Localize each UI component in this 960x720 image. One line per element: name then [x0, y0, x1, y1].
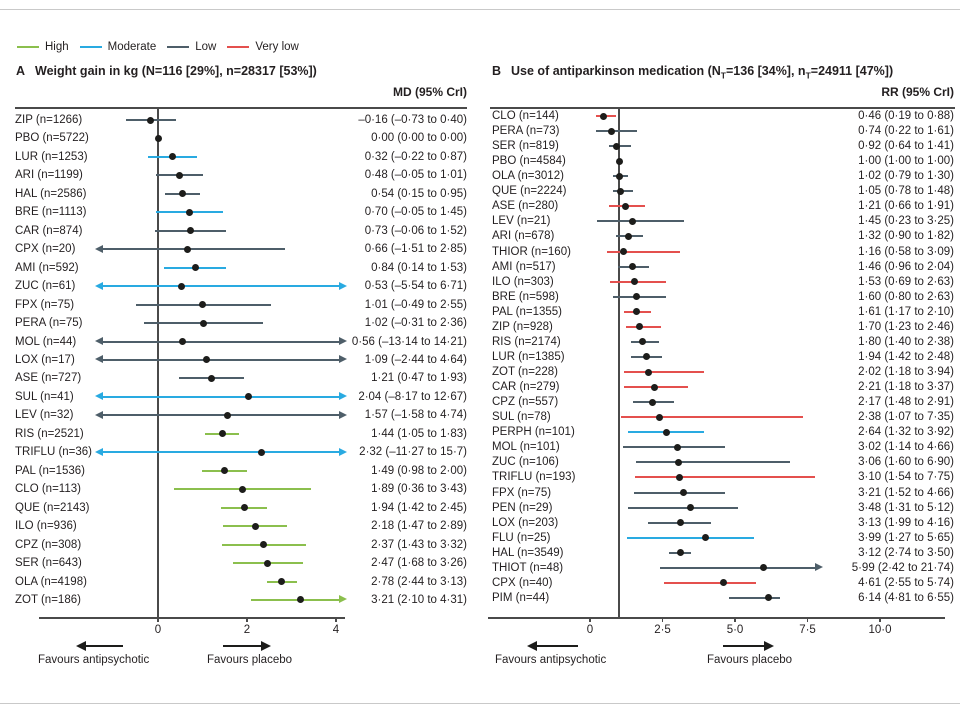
- forest-row-value: 0·48 (–0·05 to 1·01): [364, 169, 467, 182]
- legend-label: Very low: [255, 41, 299, 53]
- forest-point: [155, 135, 162, 142]
- forest-row-value: 3·99 (1·27 to 5·65): [858, 531, 954, 544]
- ci-left-arrowhead-icon: [95, 355, 103, 363]
- forest-point: [224, 412, 231, 419]
- forest-point: [677, 549, 684, 556]
- forest-row-value: 1·01 (–0·49 to 2·55): [364, 298, 467, 311]
- forest-row-label: ARI (n=1199): [15, 169, 83, 182]
- forest-point: [633, 308, 640, 315]
- left-arrowhead-icon: [76, 641, 86, 651]
- forest-point: [241, 504, 248, 511]
- forest-row-label: PIM (n=44): [492, 591, 550, 604]
- forest-row-value: 5·99 (2·42 to 21·74): [851, 561, 954, 574]
- forest-point: [617, 188, 624, 195]
- forest-point: [629, 218, 636, 225]
- forest-row-label: ZUC (n=61): [15, 280, 76, 293]
- forest-point: [176, 172, 183, 179]
- panel-a-favours-left-arrow: [86, 645, 123, 647]
- legend-label: Moderate: [107, 41, 157, 53]
- forest-row-value: 1·57 (–1·58 to 4·74): [364, 409, 467, 422]
- forest-row-label: QUE (n=2143): [15, 501, 90, 514]
- forest-point: [643, 353, 650, 360]
- ci-right-arrowhead-icon: [339, 448, 347, 456]
- forest-row-value: 2·18 (1·47 to 2·89): [371, 520, 467, 533]
- forest-row-label: FLU (n=25): [492, 531, 551, 544]
- axis-line: [39, 617, 345, 619]
- forest-row-label: OLA (n=4198): [15, 575, 87, 588]
- forest-row-value: 3·21 (1·52 to 4·66): [858, 486, 954, 499]
- axis-tick-label: 10·0: [868, 624, 892, 636]
- forest-row-label: MOL (n=101): [492, 441, 560, 454]
- forest-row-value: 2·32 (–11·27 to 15·7): [359, 446, 467, 459]
- forest-row-value: 1·60 (0·80 to 2·63): [858, 290, 954, 303]
- forest-row-label: AMI (n=592): [15, 261, 79, 274]
- forest-row-value: 1·49 (0·98 to 2·00): [371, 464, 467, 477]
- forest-row-label: PBO (n=5722): [15, 132, 89, 145]
- forest-point: [674, 444, 681, 451]
- ci-right-arrowhead-icon: [339, 355, 347, 363]
- forest-row-value: 1·61 (1·17 to 2·10): [858, 305, 954, 318]
- forest-ci-line: [627, 537, 754, 539]
- forest-row-label: CPZ (n=557): [492, 396, 559, 409]
- forest-point: [633, 293, 640, 300]
- ci-right-arrowhead-icon: [339, 282, 347, 290]
- forest-point: [687, 504, 694, 511]
- forest-row-label: PERPH (n=101): [492, 426, 575, 439]
- forest-row-value: 0·84 (0·14 to 1·53): [371, 261, 467, 274]
- forest-row-label: LOX (n=17): [15, 353, 75, 366]
- forest-ci-line: [660, 567, 815, 569]
- ci-right-arrowhead-icon: [339, 337, 347, 345]
- forest-point: [200, 320, 207, 327]
- forest-point: [675, 459, 682, 466]
- panel-a-effect-header: MD (95% CrI): [392, 85, 467, 99]
- ci-left-arrowhead-icon: [95, 392, 103, 400]
- forest-row-value: 3·48 (1·31 to 5·12): [858, 501, 954, 514]
- forest-row-label: LEV (n=21): [492, 215, 551, 228]
- forest-point: [629, 263, 636, 270]
- forest-row-value: 3·21 (2·10 to 4·31): [371, 593, 467, 606]
- axis-tick: [662, 617, 664, 622]
- forest-row-value: 1·32 (0·90 to 1·82): [858, 230, 954, 243]
- forest-row-value: 1·02 (0·79 to 1·30): [858, 170, 954, 183]
- panel-b-title-part3: =24911 [47%]): [810, 64, 894, 78]
- forest-row-label: BRE (n=598): [492, 290, 559, 303]
- forest-point: [208, 375, 215, 382]
- forest-row-value: 2·38 (1·07 to 7·35): [858, 411, 954, 424]
- forest-row-label: PAL (n=1355): [492, 305, 563, 318]
- forest-row-value: 0·32 (–0·22 to 0·87): [364, 150, 467, 163]
- forest-ci-line: [628, 507, 738, 509]
- forest-row-value: 0·92 (0·64 to 1·41): [858, 140, 954, 153]
- panel-top-rule: [15, 107, 467, 109]
- axis-tick: [246, 617, 248, 622]
- forest-point: [186, 209, 193, 216]
- forest-row-value: 1·02 (–0·31 to 2·36): [364, 317, 467, 330]
- forest-row-label: ASE (n=727): [15, 372, 82, 385]
- forest-row-label: HAL (n=2586): [15, 187, 87, 200]
- forest-row-value: 0·54 (0·15 to 0·95): [371, 187, 467, 200]
- forest-point: [663, 429, 670, 436]
- axis-tick: [734, 617, 736, 622]
- forest-row-label: ZUC (n=106): [492, 456, 559, 469]
- forest-row-value: 0·53 (–5·54 to 6·71): [364, 280, 467, 293]
- forest-row-value: –0·16 (–0·73 to 0·40): [358, 114, 467, 126]
- forest-row-label: HAL (n=3549): [492, 546, 564, 559]
- forest-row-value: 3·12 (2·74 to 3·50): [858, 546, 954, 559]
- forest-row-label: PBO (n=4584): [492, 155, 566, 168]
- ci-left-arrowhead-icon: [95, 245, 103, 253]
- forest-row-value: 1·80 (1·40 to 2·38): [858, 335, 954, 348]
- axis-tick-label: 4: [332, 624, 340, 636]
- forest-ci-line: [664, 582, 757, 584]
- forest-point: [676, 474, 683, 481]
- axis-tick-label: 5·0: [726, 624, 744, 636]
- forest-point: [631, 278, 638, 285]
- forest-row-label: FPX (n=75): [492, 486, 552, 499]
- ci-left-arrowhead-icon: [95, 282, 103, 290]
- forest-row-label: PERA (n=75): [15, 317, 83, 330]
- forest-row-label: TRIFLU (n=36): [15, 446, 93, 459]
- forest-row-value: 1·46 (0·96 to 2·04): [858, 260, 954, 273]
- forest-point: [616, 173, 623, 180]
- forest-point: [636, 323, 643, 330]
- forest-row-label: CLO (n=113): [15, 483, 81, 496]
- forest-ci-line: [103, 451, 339, 453]
- forest-ci-line: [626, 326, 662, 328]
- ci-right-arrowhead-icon: [339, 595, 347, 603]
- forest-point: [720, 579, 727, 586]
- forest-row-label: RIS (n=2174): [492, 335, 561, 348]
- forest-point: [219, 430, 226, 437]
- forest-point: [613, 143, 620, 150]
- forest-row-label: ZIP (n=1266): [15, 114, 83, 126]
- forest-point: [702, 534, 709, 541]
- forest-row-label: CAR (n=874): [15, 224, 83, 237]
- forest-row-value: 3·10 (1·54 to 7·75): [858, 471, 954, 484]
- panel-a-favours-left-label: Favours antipsychotic: [38, 654, 150, 666]
- reference-line: [157, 107, 159, 617]
- forest-row-value: 0·73 (–0·06 to 1·52): [364, 224, 467, 237]
- forest-point: [645, 369, 652, 376]
- forest-point: [184, 246, 191, 253]
- forest-row-label: ZIP (n=928): [492, 320, 553, 333]
- panel-b-title-sub2: T: [805, 70, 811, 81]
- axis-tick-label: 2: [243, 624, 251, 636]
- forest-row-value: 1·09 (–2·44 to 4·64): [364, 353, 467, 366]
- panel-b-title-part1: Use of antiparkinson medication (N: [511, 64, 721, 78]
- forest-row-label: LOX (n=203): [492, 516, 559, 529]
- forest-point: [649, 399, 656, 406]
- forest-row-value: 0·66 (–1·51 to 2·85): [364, 243, 467, 256]
- forest-point: [297, 596, 304, 603]
- ci-left-arrowhead-icon: [95, 411, 103, 419]
- forest-point: [622, 203, 629, 210]
- forest-row-label: SUL (n=41): [15, 390, 74, 403]
- forest-row-label: ZOT (n=228): [492, 366, 558, 379]
- forest-point: [147, 117, 154, 124]
- axis-tick-label: 0: [154, 624, 162, 636]
- ci-left-arrowhead-icon: [95, 337, 103, 345]
- forest-point: [680, 489, 687, 496]
- forest-row-label: OLA (n=3012): [492, 170, 564, 183]
- forest-ci-line: [103, 359, 339, 361]
- panel-a-favours-right-arrow: [223, 645, 261, 647]
- forest-row-label: PERA (n=73): [492, 125, 560, 138]
- forest-row-value: 2·37 (1·43 to 3·32): [371, 538, 467, 551]
- forest-row-value: 1·44 (1·05 to 1·83): [371, 427, 467, 440]
- reference-line: [618, 107, 620, 617]
- panel-b-favours-right-arrow: [723, 645, 764, 647]
- forest-row-label: ZOT (n=186): [15, 593, 81, 606]
- forest-row-label: CPZ (n=308): [15, 538, 82, 551]
- forest-row-value: 2·78 (2·44 to 3·13): [371, 575, 467, 588]
- forest-ci-line: [610, 281, 666, 283]
- forest-ci-line: [729, 597, 779, 599]
- forest-row-value: 0·74 (0·22 to 1·61): [858, 125, 954, 138]
- forest-row-value: 1·89 (0·36 to 3·43): [371, 483, 467, 496]
- forest-point: [625, 233, 632, 240]
- forest-ci-line: [103, 414, 339, 416]
- forest-row-value: 1·16 (0·58 to 3·09): [858, 245, 954, 258]
- forest-row-value: 2·64 (1·32 to 3·92): [858, 426, 954, 439]
- forest-row-value: 1·45 (0·23 to 3·25): [858, 215, 954, 228]
- forest-point: [221, 467, 228, 474]
- forest-point: [199, 301, 206, 308]
- forest-row-label: CAR (n=279): [492, 381, 560, 394]
- forest-row-label: ILO (n=303): [492, 275, 554, 288]
- axis-tick-label: 7·5: [799, 624, 816, 636]
- forest-point: [616, 158, 623, 165]
- axis-line: [488, 617, 945, 619]
- forest-row-value: 1·05 (0·78 to 1·48): [858, 185, 954, 198]
- forest-point: [203, 356, 210, 363]
- forest-row-label: CLO (n=144): [492, 110, 559, 122]
- right-arrowhead-icon: [261, 641, 271, 651]
- panel-b-favours-left-label: Favours antipsychotic: [495, 654, 607, 666]
- forest-row-value: 0·56 (–13·14 to 14·21): [351, 335, 467, 348]
- forest-row-label: THIOR (n=160): [492, 245, 571, 258]
- forest-row-value: 0·00 (0·00 to 0·00): [371, 132, 467, 145]
- forest-point: [620, 248, 627, 255]
- axis-tick: [157, 617, 159, 622]
- axis-tick-label: 0: [586, 624, 594, 636]
- forest-ci-line: [103, 248, 285, 250]
- panel-b-title-sub1: T: [720, 70, 726, 81]
- forest-row-label: AMI (n=517): [492, 260, 556, 273]
- forest-point: [260, 541, 267, 548]
- forest-row-label: CPX (n=40): [492, 576, 553, 589]
- forest-ci-line: [621, 416, 803, 418]
- panel-b-favours-right-label: Favours placebo: [707, 654, 793, 666]
- forest-row-value: 2·47 (1·68 to 3·26): [371, 557, 467, 570]
- forest-row-label: LUR (n=1253): [15, 150, 88, 163]
- forest-row-value: 1·00 (1·00 to 1·00): [858, 155, 954, 168]
- forest-row-value: 2·02 (1·18 to 3·94): [858, 366, 954, 379]
- forest-point: [179, 338, 186, 345]
- forest-row-value: 0·70 (–0·05 to 1·45): [364, 206, 467, 219]
- forest-point: [239, 486, 246, 493]
- forest-point: [278, 578, 285, 585]
- axis-tick: [807, 617, 809, 622]
- forest-point: [760, 564, 767, 571]
- forest-row-value: 2·17 (1·48 to 2·91): [858, 396, 954, 409]
- forest-row-label: PEN (n=29): [492, 501, 553, 514]
- forest-row-label: ILO (n=936): [15, 520, 77, 533]
- forest-row-value: 3·06 (1·60 to 6·90): [858, 456, 954, 469]
- forest-row-value: 3·02 (1·14 to 4·66): [858, 441, 954, 454]
- forest-point: [608, 128, 615, 135]
- forest-row-value: 1·94 (1·42 to 2·48): [858, 350, 954, 363]
- forest-point: [258, 449, 265, 456]
- forest-row-value: 1·53 (0·69 to 2·63): [858, 275, 954, 288]
- forest-ci-line: [103, 285, 339, 287]
- forest-ci-line: [596, 130, 636, 132]
- forest-row-label: TRIFLU (n=193): [492, 471, 576, 484]
- forest-row-value: 1·21 (0·47 to 1·93): [371, 372, 467, 385]
- forest-ci-line: [103, 396, 339, 398]
- axis-tick: [879, 617, 881, 622]
- forest-row-label: BRE (n=1113): [15, 206, 87, 219]
- forest-row-label: ARI (n=678): [492, 230, 555, 243]
- forest-point: [252, 523, 259, 530]
- forest-row-value: 1·21 (0·66 to 1·91): [858, 200, 954, 213]
- legend-label: High: [45, 41, 69, 53]
- forest-row-label: THIOT (n=48): [492, 561, 564, 574]
- forest-row-value: 2·21 (1·18 to 3·37): [858, 381, 954, 394]
- forest-ci-line: [597, 220, 685, 222]
- forest-point: [639, 338, 646, 345]
- forest-row-label: MOL (n=44): [15, 335, 77, 348]
- axis-tick: [335, 617, 337, 622]
- forest-row-value: 6·14 (4·81 to 6·55): [858, 591, 954, 604]
- forest-row-label: LUR (n=1385): [492, 350, 565, 363]
- axis-tick: [589, 617, 591, 622]
- forest-point: [600, 113, 607, 120]
- forest-point: [651, 384, 658, 391]
- ci-right-arrowhead-icon: [339, 392, 347, 400]
- forest-point: [178, 283, 185, 290]
- panel-a-favours-right-label: Favours placebo: [207, 654, 293, 666]
- forest-row-value: 3·13 (1·99 to 4·16): [858, 516, 954, 529]
- forest-row-value: 4·61 (2·55 to 5·74): [858, 576, 954, 589]
- forest-point: [677, 519, 684, 526]
- forest-row-label: ASE (n=280): [492, 200, 559, 213]
- forest-row-label: CPX (n=20): [15, 243, 76, 256]
- panel-a-letter: A: [16, 64, 26, 78]
- ci-right-arrowhead-icon: [815, 563, 823, 571]
- forest-row-label: SER (n=643): [15, 557, 82, 570]
- forest-point: [245, 393, 252, 400]
- forest-point: [656, 414, 663, 421]
- forest-row-label: FPX (n=75): [15, 298, 75, 311]
- panel-b-title-part2: =136 [34%], n: [726, 64, 806, 78]
- forest-row-label: SUL (n=78): [492, 411, 551, 424]
- forest-ci-line: [103, 341, 339, 343]
- right-arrowhead-icon: [764, 641, 774, 651]
- forest-point: [264, 560, 271, 567]
- panel-b-effect-header: RR (95% CrI): [881, 85, 954, 99]
- legend-label: Low: [195, 41, 217, 53]
- panel-a-title-text: Weight gain in kg (N=116 [29%], n=28317 [53%]): [35, 64, 317, 78]
- forest-ci-line: [624, 371, 704, 373]
- forest-ci-line: [636, 461, 790, 463]
- forest-row-label: SER (n=819): [492, 140, 559, 153]
- forest-point: [169, 153, 176, 160]
- axis-tick-label: 2·5: [654, 624, 671, 636]
- forest-point: [765, 594, 772, 601]
- forest-row-label: PAL (n=1536): [15, 464, 86, 477]
- ci-right-arrowhead-icon: [339, 411, 347, 419]
- forest-row-label: LEV (n=32): [15, 409, 74, 422]
- left-arrowhead-icon: [527, 641, 537, 651]
- forest-row-value: 0·46 (0·19 to 0·88): [858, 110, 954, 122]
- forest-row-label: QUE (n=2224): [492, 185, 567, 198]
- forest-row-value: 1·94 (1·42 to 2·45): [371, 501, 467, 514]
- forest-point: [187, 227, 194, 234]
- forest-point: [192, 264, 199, 271]
- panel-b-favours-left-arrow: [537, 645, 578, 647]
- panel-b-letter: B: [492, 64, 502, 78]
- forest-ci-line: [635, 476, 815, 478]
- forest-row-label: RIS (n=2521): [15, 427, 84, 440]
- forest-ci-line: [251, 599, 339, 601]
- forest-row-value: 1·70 (1·23 to 2·46): [858, 320, 954, 333]
- ci-left-arrowhead-icon: [95, 448, 103, 456]
- forest-point: [179, 190, 186, 197]
- forest-row-value: 2·04 (–8·17 to 12·67): [358, 390, 467, 403]
- forest-ci-line: [607, 251, 680, 253]
